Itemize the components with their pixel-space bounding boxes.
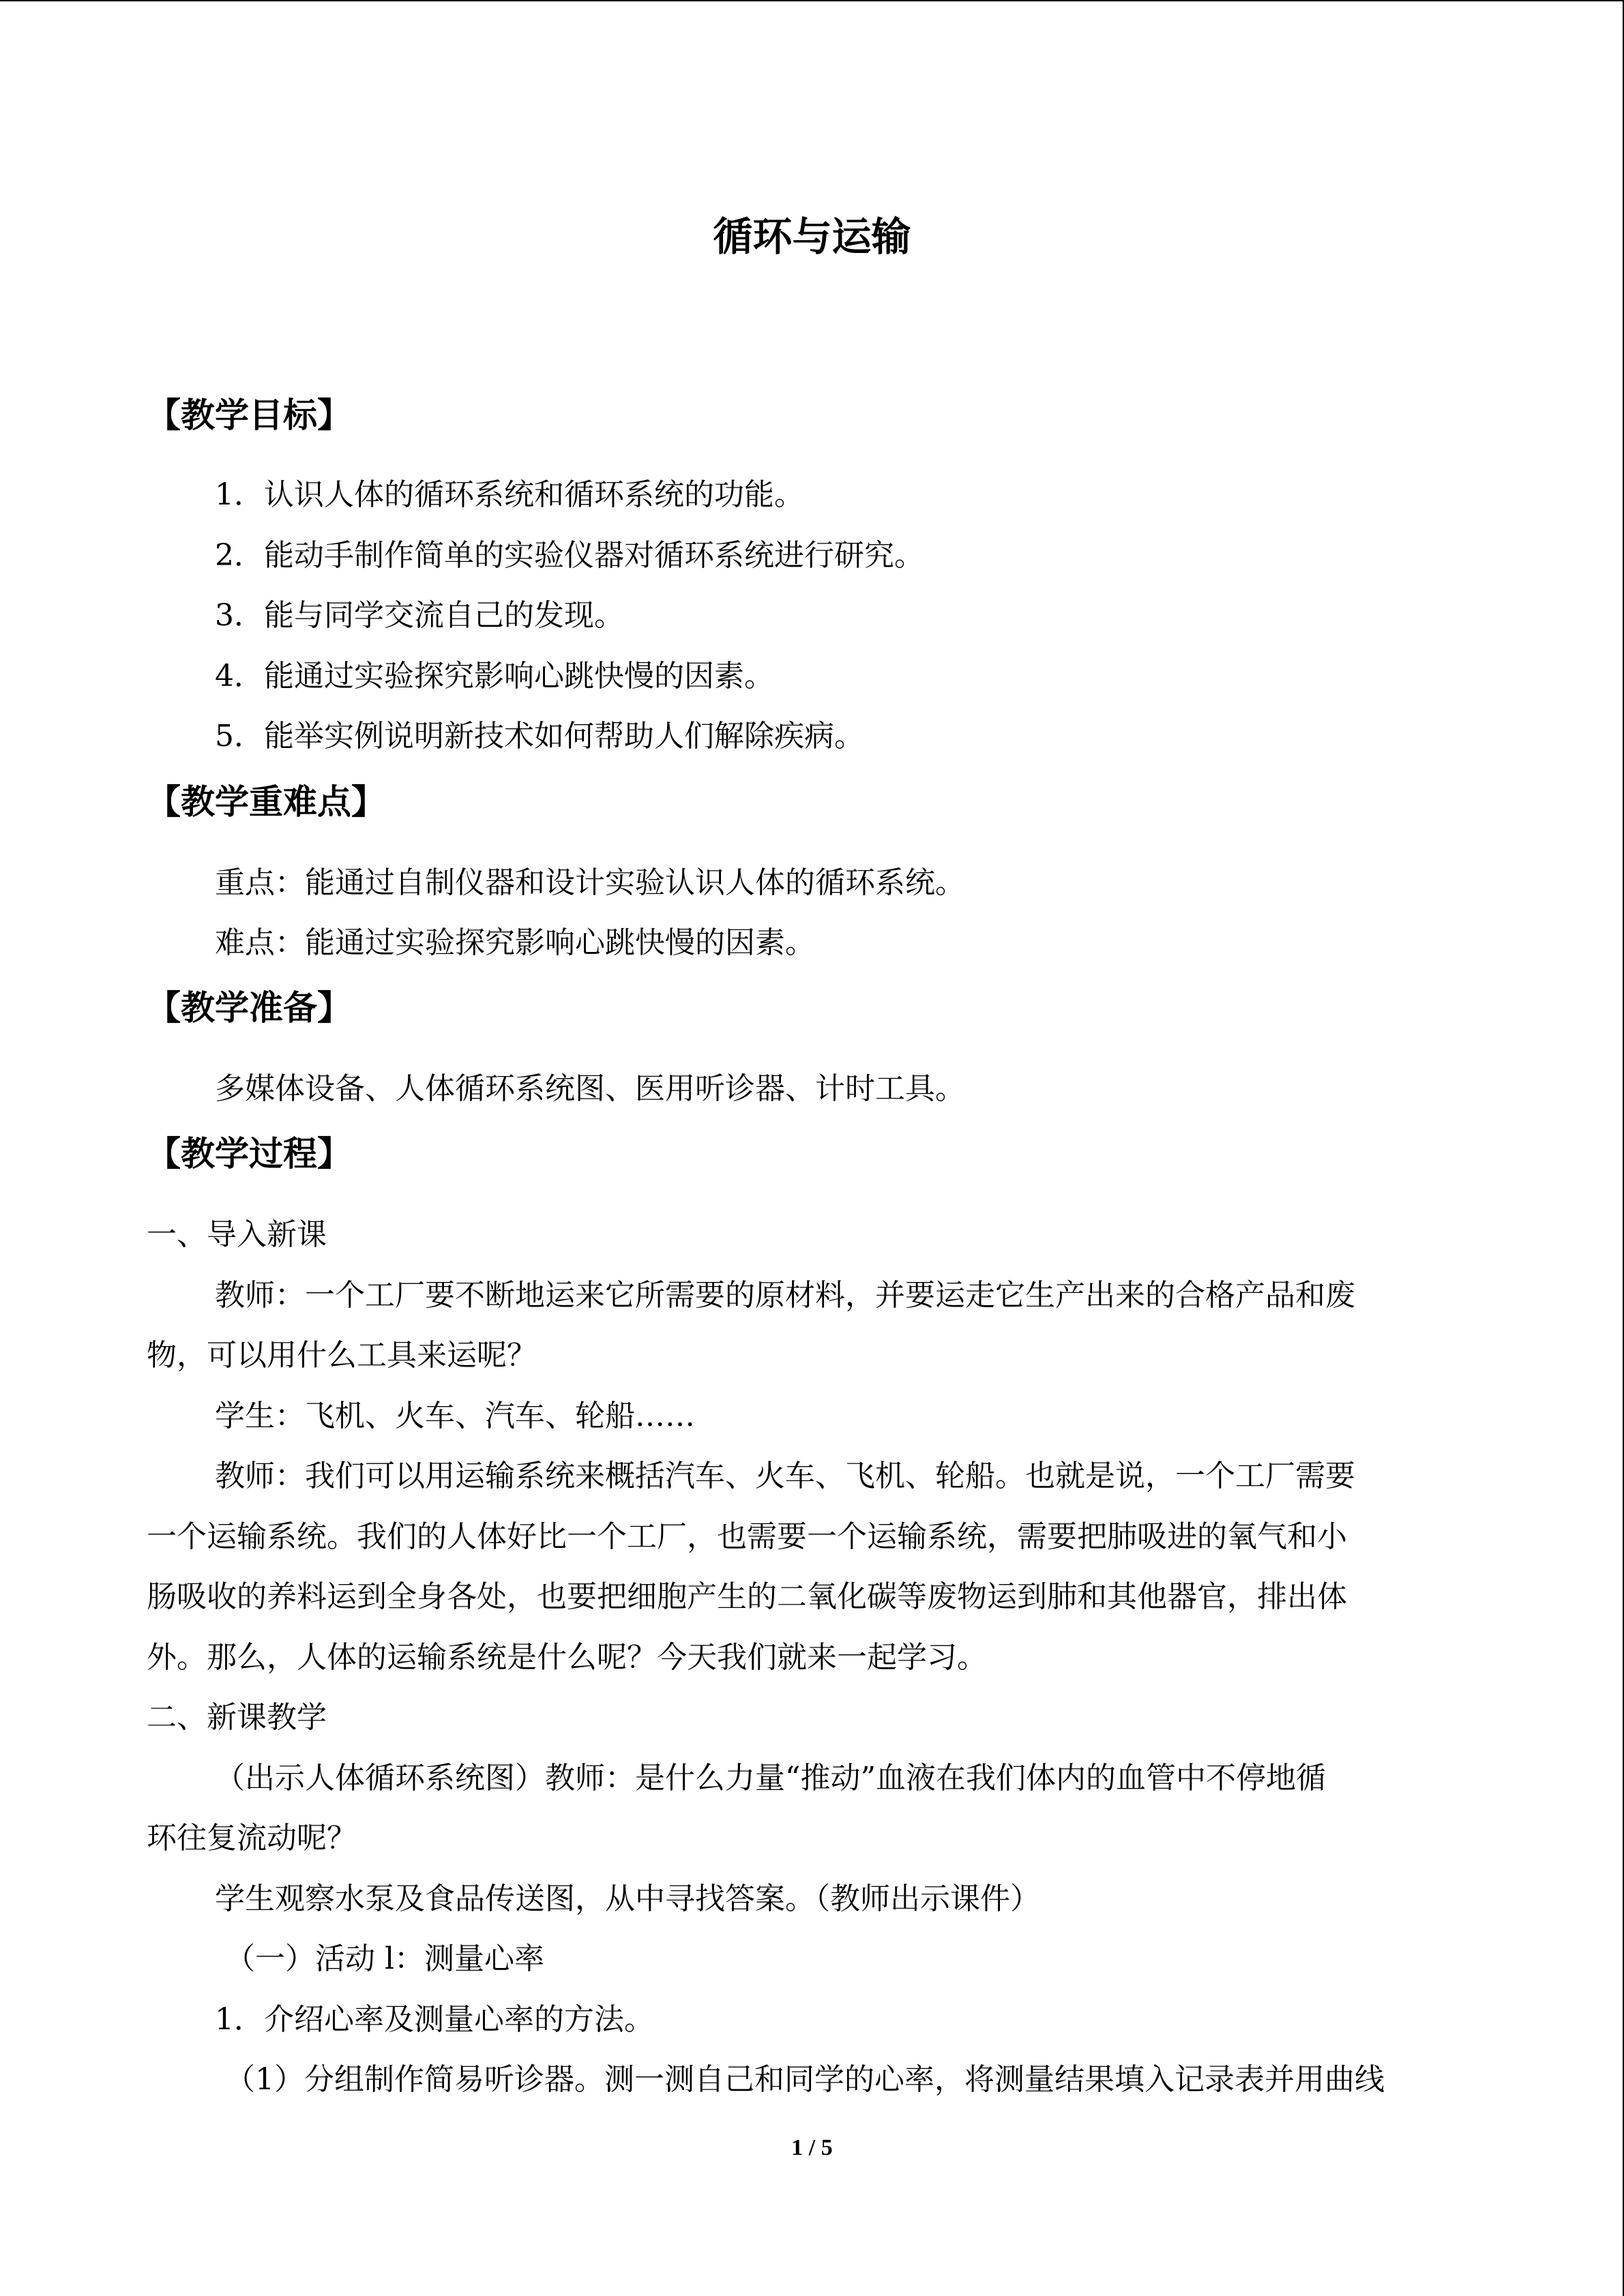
- process-paragraph-line: 环往复流动呢？: [147, 1821, 357, 1855]
- process-paragraph-line: 一个运输系统。我们的人体好比一个工厂，也需要一个运输系统，需要把肺吸进的氧气和小: [147, 1519, 1347, 1554]
- preparation-item-1: 多媒体设备、人体循环系统图、医用听诊器、计时工具。: [215, 1071, 965, 1106]
- key-point-item-1: 重点：能通过自制仪器和设计实验认识人体的循环系统。: [215, 865, 965, 900]
- objective-item-2: 2．能动手制作简单的实验仪器对循环系统进行研究。: [215, 538, 924, 573]
- process-paragraph-line: 物，可以用什么工具来运呢？: [147, 1338, 537, 1373]
- process-paragraph-line: 肠吸收的养料运到全身各处，也要把细胞产生的二氧化碳等废物运到肺和其他器官，排出体: [147, 1579, 1347, 1614]
- page-number: 1 / 5: [791, 2135, 833, 2160]
- process-paragraph-line: 学生观察水泵及食品传送图，从中寻找答案。（教师出示课件）: [215, 1881, 1040, 1916]
- objective-item-5: 5．能举实例说明新技术如何帮助人们解除疾病。: [215, 719, 864, 754]
- process-activity-heading: （一）活动 l：测量心率: [225, 1941, 545, 1976]
- process-subheading-intro: 一、导入新课: [147, 1217, 327, 1252]
- process-subheading-new-lesson: 二、新课教学: [147, 1700, 327, 1735]
- heading-preparation: 【教学准备】: [147, 988, 351, 1028]
- process-paragraph-line: （1）分组制作简易听诊器。测一测自己和同学的心率，将测量结果填入记录表并用曲线: [225, 2062, 1385, 2097]
- heading-process: 【教学过程】: [147, 1134, 351, 1174]
- process-paragraph-line: （出示人体循环系统图）教师：是什么力量“推动”血液在我们体内的血管中不停地循: [215, 1761, 1326, 1795]
- process-paragraph-line: 外。那么，人体的运输系统是什么呢？今天我们就来一起学习。: [147, 1640, 987, 1675]
- objective-item-4: 4．能通过实验探究影响心跳快慢的因素。: [215, 659, 774, 694]
- heading-objectives: 【教学目标】: [147, 396, 351, 435]
- objective-item-1: 1．认识人体的循环系统和循环系统的功能。: [215, 477, 804, 512]
- process-paragraph-line: 1．介绍心率及测量心率的方法。: [215, 2002, 654, 2037]
- objective-item-3: 3．能与同学交流自己的发现。: [215, 598, 624, 633]
- process-paragraph-line: 学生：飞机、火车、汽车、轮船……: [215, 1399, 695, 1433]
- process-paragraph-line: 教师：一个工厂要不断地运来它所需要的原材料，并要运走它生产出来的合格产品和废: [215, 1278, 1355, 1313]
- process-paragraph-line: 教师：我们可以用运输系统来概括汽车、火车、飞机、轮船。也就是说，一个工厂需要: [215, 1459, 1355, 1493]
- document-title: 循环与运输: [713, 213, 911, 260]
- key-point-item-2: 难点：能通过实验探究影响心跳快慢的因素。: [215, 925, 815, 960]
- heading-key-points: 【教学重难点】: [147, 782, 385, 822]
